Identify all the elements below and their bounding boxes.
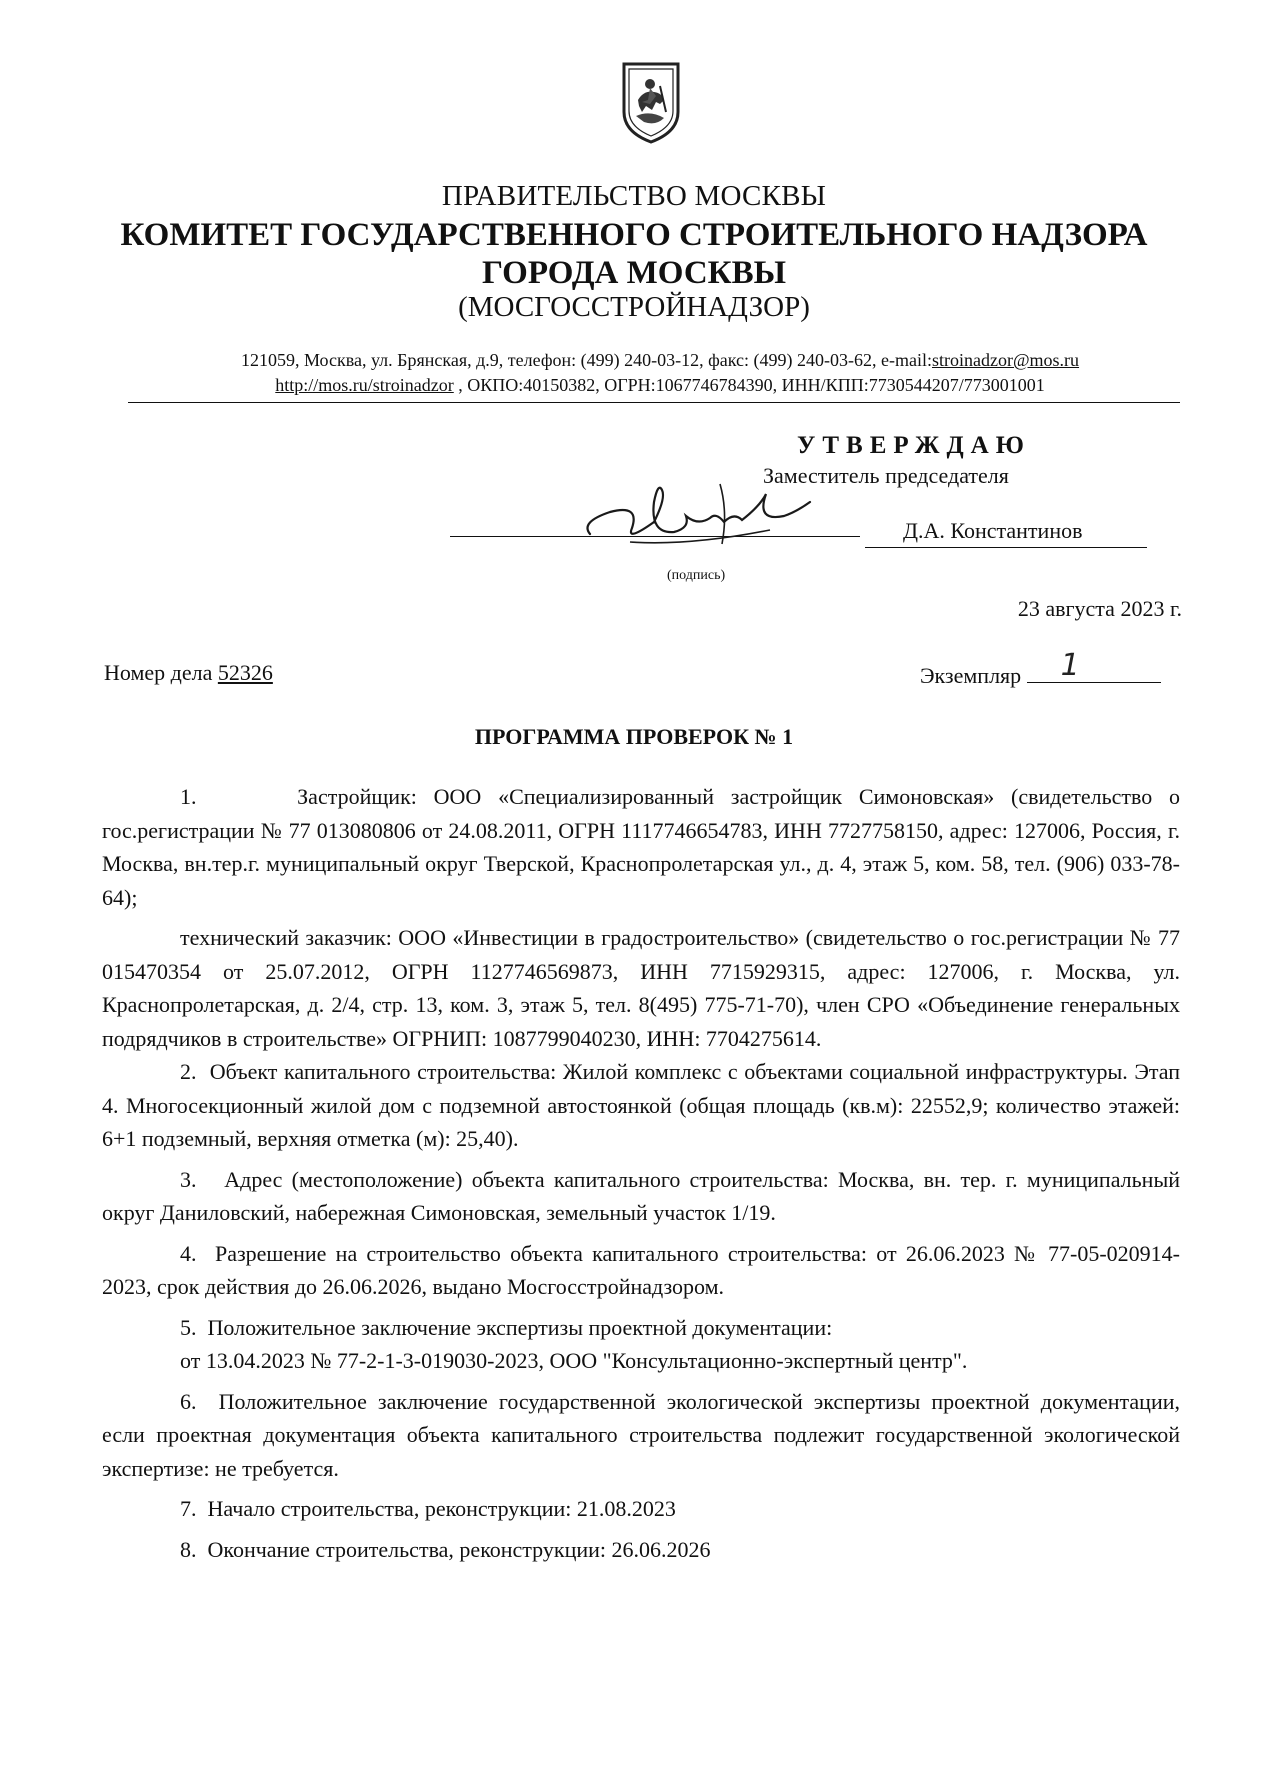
approver-name: Д.А. Константинов	[903, 518, 1083, 543]
approver-position: Заместитель председателя	[763, 463, 1009, 488]
case-number-block	[104, 660, 273, 686]
name-line	[865, 547, 1147, 548]
copy-number-label: Экземпляр	[920, 663, 1027, 688]
copy-number: 1	[1060, 648, 1080, 683]
committee-name-line1: КОМИТЕТ ГОСУДАРСТВЕННОГО СТРОИТЕЛЬНОГО НАДЗОРА	[120, 217, 1148, 253]
copy-number-block	[920, 648, 1161, 689]
case-number-label: Номер дела	[104, 660, 218, 685]
item-3-address: 3. Адрес (местоположение) объекта капитального строительства: Москва, вн. тер. г. муниципальный округ Даниловский, набережная Симоновская, земельный участок 1/19.	[102, 1166, 1180, 1225]
item-5-expertise-detail: от 13.04.2023 № 77-2-1-3-019030-2023, ООО "Консультационно-экспертный центр".	[180, 1348, 968, 1373]
item-1-developer: 1. Застройщик: ООО «Специализированный застройщик Симоновская» (свидетельство о гос.регистрации № 77 013080806 от 24.08.2011, ОГРН 1117746654783, ИНН 7727758150, адрес: 127006, Россия, г. Москва, вн.тер.г. муниципальный округ Тверской, Краснопролетарская ул., д. 4, этаж 5, ком. 58, тел. (906) 033-78-64);	[102, 784, 1180, 910]
government-name: ПРАВИТЕЛЬСТВО МОСКВЫ	[441, 180, 827, 212]
item-1-technical-customer: технический заказчик: ООО «Инвестиции в градостроительство» (свидетельство о гос.регистрации № 77 015470354 от 25.07.2012, ОГРН 1127746569873, ИНН 7715929315, адрес: 127006, г. Москва, ул. Краснопролетарская, д. 2/4, стр. 13, ком. 3, этаж 5, тел. 8(495) 775-71-70), член СРО «Объединение генеральных подрядчиков в строительстве» ОГРНИП: 1087799040230, ИНН: 7704275614.	[102, 925, 1180, 1051]
header-divider	[128, 402, 1180, 403]
item-4-permit: 4. Разрешение на строительство объекта капитального строительства: от 26.06.2023 № 77-05-020914-2023, срок действия до 26.06.2026, выдано Мосгосстройнадзором.	[102, 1240, 1180, 1299]
document-title: ПРОГРАММА ПРОВЕРОК № 1	[474, 724, 794, 749]
committee-abbreviation: (МОСГОССТРОЙНАДЗОР)	[458, 291, 810, 323]
contact-line-1	[110, 350, 1210, 371]
committee-name-line2: ГОРОДА МОСКВЫ	[481, 255, 786, 291]
address-phone-fax: 121059, Москва, ул. Брянская, д.9, телефон: (499) 240-03-12, факс: (499) 240-03-62, e-mail:	[240, 350, 932, 370]
moscow-coat-of-arms-icon	[620, 60, 682, 144]
signature-caption: (подпись)	[667, 568, 726, 583]
copy-number-field	[1027, 648, 1161, 683]
document-body	[102, 780, 1180, 1566]
item-6-ecological-expertise: 6. Положительное заключение государственной экологической экспертизы проектной документации, если проектная документация объекта капитального строительства подлежит государственной экологической экспертизе: не требуется.	[102, 1388, 1180, 1481]
item-2-object: 2. Объект капитального строительства: Жилой комплекс с объектами социальной инфраструктуры. Этап 4. Многосекционный жилой дом с подземной автостоянкой (общая площадь (кв.м): 22552,9; количество этажей: 6+1 подземный, верхняя отметка (м): 25,40).	[102, 1059, 1180, 1151]
item-7-construction-start: 7. Начало строительства, реконструкции: 21.08.2023	[180, 1496, 676, 1521]
approval-stamp: УТВЕРЖДАЮ	[797, 432, 1031, 459]
handwritten-signature	[570, 472, 830, 564]
case-number: 52326	[217, 660, 273, 685]
email-link[interactable]: stroinadzor@mos.ru	[931, 350, 1080, 370]
registration-codes: , ОКПО:40150382, ОГРН:1067746784390, ИНН/КПП:7730544207/773001001	[453, 375, 1045, 395]
website-link[interactable]: http://mos.ru/stroinadzor	[275, 375, 454, 395]
item-8-construction-end: 8. Окончание строительства, реконструкции: 26.06.2026	[180, 1536, 711, 1562]
contact-line-2	[110, 375, 1210, 396]
item-5-expertise: 5. Положительное заключение экспертизы проектной документации:	[180, 1314, 833, 1340]
approval-date: 23 августа 2023 г.	[1017, 596, 1182, 621]
